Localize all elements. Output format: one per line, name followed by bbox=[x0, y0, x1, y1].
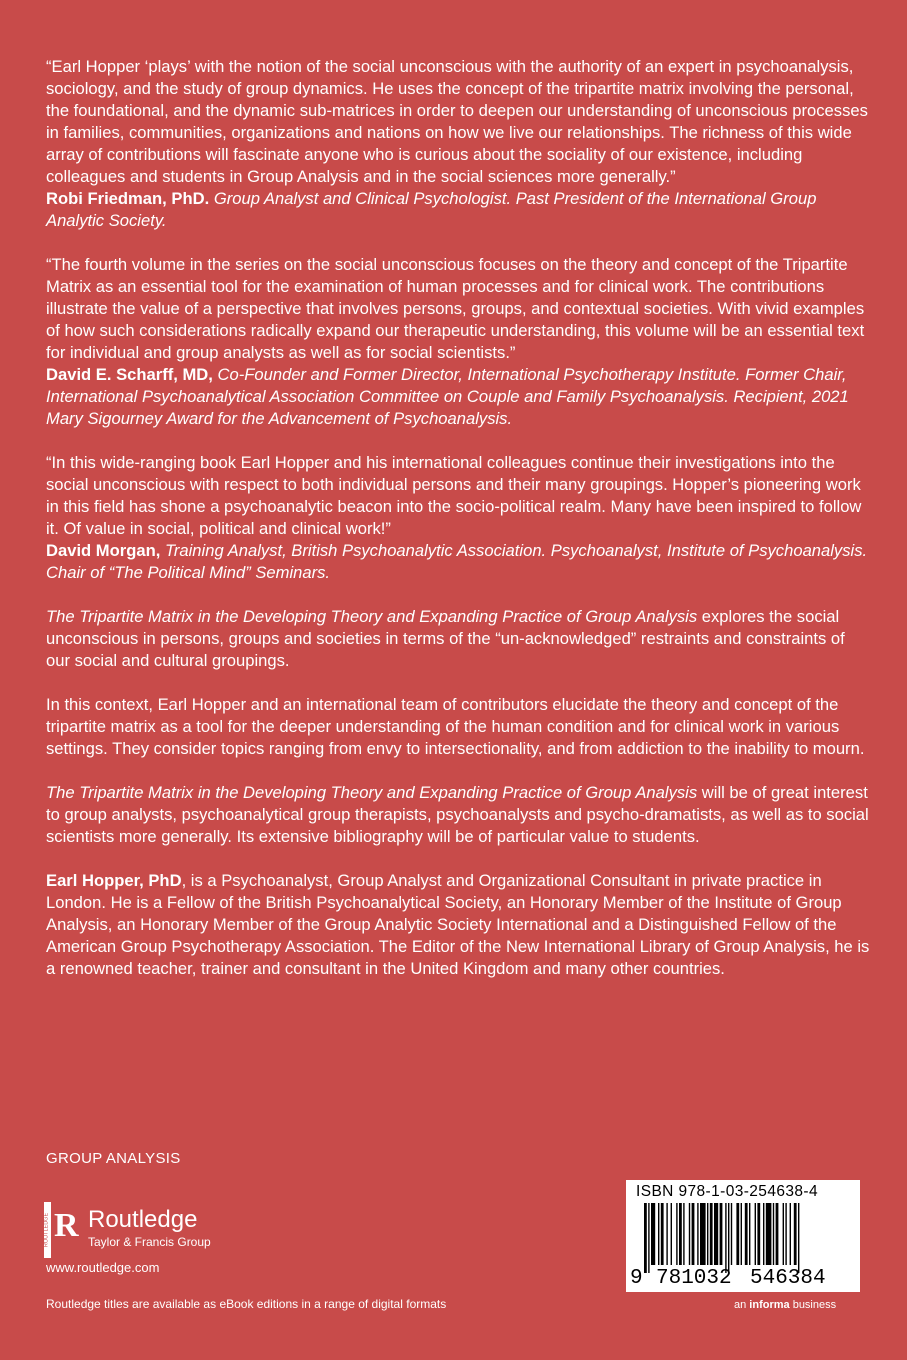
barcode-bar bbox=[773, 1203, 774, 1265]
barcode-bar bbox=[666, 1203, 667, 1265]
barcode-bar bbox=[798, 1203, 799, 1273]
barcode-bar bbox=[714, 1203, 718, 1265]
description-paragraph bbox=[46, 694, 872, 760]
endorser-affiliation: Training Analyst, British Psychoanalytic Association. Psychoanalyst, Institute of Psychoanalysis. Chair of “The Political Mind” Seminars. bbox=[46, 541, 868, 582]
informa-business: an informa business bbox=[734, 1299, 837, 1311]
barcode-bar bbox=[671, 1203, 672, 1265]
barcode-bar bbox=[644, 1203, 647, 1273]
endorsement bbox=[46, 254, 872, 430]
isbn-barcode bbox=[626, 1180, 860, 1292]
routledge-logo bbox=[44, 1202, 304, 1262]
endorsement-quote: “The fourth volume in the series on the social unconscious focuses on the theory and concept of the Tripartite Matrix as an essential tool for the examination of human processes and for clinical work. The contributions illustrate the value of a perspective that involves persons, groups, and contextual societies. With vivid examples of how such considerations radically expand our therapeutic understanding, this volume will be an essential text for individual and group analysts as well as for social scientists.” bbox=[46, 255, 865, 362]
barcode-bar bbox=[728, 1203, 729, 1273]
barcode-bar bbox=[648, 1203, 649, 1273]
barcode-bar bbox=[676, 1203, 677, 1265]
barcode-bar bbox=[776, 1203, 779, 1265]
endorsement-quote: “Earl Hopper ‘plays’ with the notion of the social unconscious with the authority of an expert in psychoanalysis, sociology, and the study of group dynamics. He uses the concept of the tripartite matrix involving the personal, the foundational, and the dynamic sub-matrices in order to deepen our understanding of unconscious processes in families, communities, organizations and nations on how we live our relationships. The richness of this wide array of contributions will fascinate anyone who is curious about the sociality of our existence, including colleagues and students in Group Analysis and in the social sciences more generally.” bbox=[46, 57, 868, 186]
barcode-bar bbox=[783, 1203, 784, 1265]
endorsement-quote: “In this wide-ranging book Earl Hopper and his international colleagues continue their investigations into the social unconscious with respect to both individual persons and their many groupings. Hopper’s pioneering work in this field has shone a psychoanalytic beacon into the socio-political realm. Many have been inspired to follow it. Of value in social, political and clinical work!” bbox=[46, 453, 862, 538]
barcode-bar bbox=[731, 1203, 732, 1265]
barcode-bar bbox=[710, 1203, 713, 1265]
logo-vertical-text: ROUTLEDGE bbox=[44, 1212, 50, 1248]
publisher-group: Taylor & Francis Group bbox=[88, 1235, 211, 1249]
barcode-bar bbox=[736, 1203, 739, 1265]
barcode-bar bbox=[658, 1203, 659, 1265]
back-cover-text bbox=[46, 56, 872, 1002]
barcode-bar bbox=[794, 1203, 797, 1265]
barcode-leading-digit: 9 bbox=[630, 1267, 643, 1290]
description-text: In this context, Earl Hopper and an international team of contributors elucidate the theory and concept of the tripartite matrix as a tool for the deeper understanding of the human condition and for clinical work in various settings. They consider topics ranging from envy to intersectionality, and from addiction to the inability to mourn. bbox=[46, 695, 865, 758]
book-title: The Tripartite Matrix in the Developing Theory and Expanding Practice of Group Analysis bbox=[46, 607, 698, 626]
description-paragraph bbox=[46, 606, 872, 672]
barcode-bar bbox=[700, 1203, 706, 1265]
informa-brand: informa bbox=[749, 1299, 790, 1311]
barcode-bar bbox=[725, 1203, 726, 1273]
barcode-bar bbox=[707, 1203, 708, 1265]
barcode-bar bbox=[763, 1203, 764, 1265]
endorser-name: Robi Friedman, PhD. bbox=[46, 189, 210, 208]
barcode-bar bbox=[697, 1203, 698, 1265]
barcode-bar bbox=[720, 1203, 723, 1265]
publisher-url[interactable]: www.routledge.com bbox=[46, 1260, 160, 1275]
endorsement-attribution bbox=[46, 364, 872, 430]
barcode-bar bbox=[692, 1203, 695, 1265]
endorsement-attribution bbox=[46, 188, 872, 232]
endorser-affiliation: Co-Founder and Former Director, International Psychotherapy Institute. Former Chair, International Psychoanalytical Association Committee on Couple and Family Psychoanalysis. Recipient, 2021 Mary Sigourney Award for the Advancement of Psychoanalysis. bbox=[46, 365, 849, 428]
book-title: The Tripartite Matrix in the Developing Theory and Expanding Practice of Group Analysis bbox=[46, 783, 698, 802]
author-credential: , PhD bbox=[139, 871, 182, 890]
series-label: GROUP ANALYSIS bbox=[46, 1150, 181, 1167]
description-text: will be of great interest to group analysts, psychoanalytical group therapists, psychoanalysts and psycho-dramatists, as well as to social scientists more generally. Its extensive bibliography will be of particular value to students. bbox=[46, 783, 869, 846]
barcode-bar bbox=[661, 1203, 664, 1265]
barcode-bar bbox=[757, 1203, 760, 1265]
barcode-bar bbox=[679, 1203, 682, 1265]
barcode-bar bbox=[651, 1203, 655, 1265]
endorser-name: David E. Scharff, MD, bbox=[46, 365, 213, 384]
publisher-name: Routledge bbox=[88, 1206, 198, 1233]
isbn-label: ISBN 978-1-03-254638-4 bbox=[636, 1183, 818, 1200]
barcode-bar bbox=[790, 1203, 791, 1265]
logo-letter: R bbox=[54, 1207, 79, 1244]
description-text: explores the social unconscious in persons, groups and societies in terms of the “un-acknowledged” restraints and constraints of our social and cultural groupings. bbox=[46, 607, 845, 670]
endorsement bbox=[46, 452, 872, 584]
endorsement bbox=[46, 56, 872, 232]
barcode-bar bbox=[689, 1203, 690, 1265]
barcode-bar bbox=[683, 1203, 684, 1265]
barcode-bar bbox=[785, 1203, 786, 1265]
barcode-digits-left: 781032 bbox=[656, 1267, 732, 1290]
barcode-bar bbox=[745, 1203, 748, 1265]
barcode-bar bbox=[741, 1203, 742, 1265]
barcode-bar bbox=[766, 1203, 772, 1265]
ebook-note: Routledge titles are available as eBook editions in a range of digital formats bbox=[46, 1297, 447, 1311]
endorsement-attribution bbox=[46, 540, 872, 584]
barcode-bars bbox=[644, 1203, 844, 1273]
endorser-name: David Morgan, bbox=[46, 541, 161, 560]
description-paragraph bbox=[46, 782, 872, 848]
author-bio-text: , is a Psychoanalyst, Group Analyst and Organizational Consultant in private practice in London. He is a Fellow of the British Psychoanalytical Society, an Honorary Member of the Institute of Group Analysis, an Honorary Member of the Group Analytic Society International and a Distinguished Fellow of the American Group Psychotherapy Association. The Editor of the New International Library of Group Analysis, he is a renowned teacher, trainer and consultant in the United Kingdom and many other countries. bbox=[46, 871, 870, 978]
endorser-affiliation: Group Analyst and Clinical Psychologist. Past President of the International Group Analytic Society. bbox=[46, 189, 817, 230]
routledge-logo-icon bbox=[44, 1202, 80, 1258]
author-bio bbox=[46, 870, 872, 980]
barcode-bar bbox=[755, 1203, 756, 1265]
barcode-digits-right: 546384 bbox=[750, 1267, 826, 1290]
author-name: Earl Hopper bbox=[46, 871, 140, 890]
barcode-bar bbox=[749, 1203, 750, 1265]
